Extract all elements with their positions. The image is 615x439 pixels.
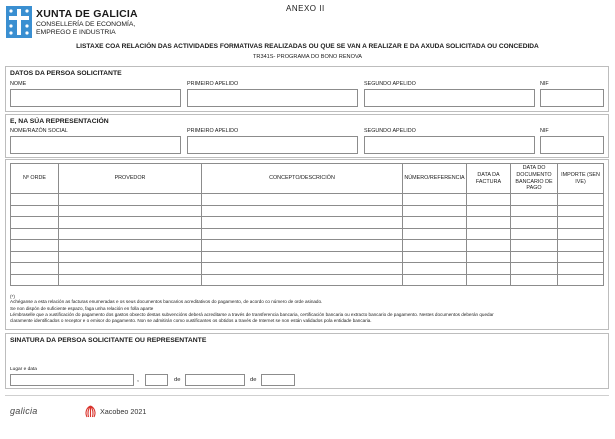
signature-section: [5, 333, 609, 389]
department-line-1: CONSELLERÍA DE ECONOMÍA,: [36, 21, 136, 28]
representative-first-surname-label: PRIMEIRO APELIDO: [187, 128, 239, 134]
cell-invoice-date[interactable]: [467, 263, 511, 275]
notes-line-2: Se non dispón de suficiente espazo, faga unha relación en folla aparte: [10, 306, 154, 311]
notes-line-1: Achéganse a esta relación as facturas enumeradas e os seus documentos bancarios acreditativos do pagamento, de acordo co número de orde asinado.: [10, 299, 323, 304]
cell-invoice-date[interactable]: [467, 217, 511, 229]
notes-line-3: Lémbraselle que a xustificación do pagamento dos gastos obxecto destas subvencións deberá acreditarse a través de transferencia bancaria, certificación bancaria ou extracto bancario de pagamento. Nestes documentos deberán quedar: [10, 312, 494, 317]
activities-table: [10, 163, 604, 286]
galicia-logo: galicia: [10, 406, 38, 416]
applicant-section: [5, 66, 609, 112]
cell-payment-date[interactable]: [511, 194, 558, 206]
cell-provider[interactable]: [59, 217, 202, 229]
applicant-nif-field[interactable]: [540, 89, 604, 107]
table-row: [11, 263, 604, 275]
cell-reference[interactable]: [403, 240, 467, 252]
cell-reference[interactable]: [403, 274, 467, 286]
cell-provider[interactable]: [59, 205, 202, 217]
signature-section-title: SINATURA DA PERSOA SOLICITANTE OU REPRESENTANTE: [10, 337, 207, 344]
cell-reference[interactable]: [403, 205, 467, 217]
cell-payment-date[interactable]: [511, 228, 558, 240]
applicant-first-surname-label: PRIMEIRO APELIDO: [187, 81, 239, 87]
applicant-second-surname-label: SEGUNDO APELIDO: [364, 81, 416, 87]
de-label-2: de: [250, 377, 257, 383]
table-row: [11, 217, 604, 229]
cell-concept[interactable]: [202, 251, 403, 263]
cell-order[interactable]: [11, 228, 59, 240]
table-row: [11, 274, 604, 286]
representative-name-label: NOME/RAZÓN SOCIAL: [10, 128, 68, 134]
cell-amount[interactable]: [558, 217, 604, 229]
cell-provider[interactable]: [59, 251, 202, 263]
cell-amount[interactable]: [558, 251, 604, 263]
representative-nif-field[interactable]: [540, 136, 604, 154]
applicant-section-title: DATOS DA PERSOA SOLICITANTE: [10, 70, 122, 77]
notes-line-4: claramente identificados o receptor e o emisor do pagamento. Non se admitirán como xustificantes os obtidos a través de Internet se non están validados pola entidade bancaria.: [10, 318, 372, 323]
representative-second-surname-field[interactable]: [364, 136, 535, 154]
table-row: [11, 240, 604, 252]
cell-payment-date[interactable]: [511, 274, 558, 286]
cell-order[interactable]: [11, 240, 59, 252]
col-header-concept: CONCEPTO/DESCRICIÓN: [202, 164, 403, 194]
cell-order[interactable]: [11, 217, 59, 229]
table-row: [11, 251, 604, 263]
cell-order[interactable]: [11, 274, 59, 286]
cell-reference[interactable]: [403, 194, 467, 206]
cell-concept[interactable]: [202, 205, 403, 217]
cell-amount[interactable]: [558, 194, 604, 206]
cell-order[interactable]: [11, 194, 59, 206]
representative-nif-label: NIF: [540, 128, 549, 134]
col-header-invoice-date: DATA DA FACTURA: [467, 164, 511, 194]
document-title: LISTAXE COA RELACIÓN DAS ACTIVIDADES FORMATIVAS REALIZADAS OU QUE SE VAN A REALIZAR E DA AXUDA SOLICITADA OU CONCEDIDA: [76, 43, 539, 50]
applicant-name-label: NOME: [10, 81, 27, 87]
cell-payment-date[interactable]: [511, 205, 558, 217]
cell-order[interactable]: [11, 205, 59, 217]
cell-reference[interactable]: [403, 251, 467, 263]
cell-order[interactable]: [11, 263, 59, 275]
cell-payment-date[interactable]: [511, 217, 558, 229]
cell-provider[interactable]: [59, 194, 202, 206]
cell-provider[interactable]: [59, 274, 202, 286]
table-row: [11, 205, 604, 217]
applicant-second-surname-field[interactable]: [364, 89, 535, 107]
xacobeo-logo: [84, 405, 159, 419]
cell-amount[interactable]: [558, 228, 604, 240]
representative-second-surname-label: SEGUNDO APELIDO: [364, 128, 416, 134]
applicant-nif-label: NIF: [540, 81, 549, 87]
cell-provider[interactable]: [59, 228, 202, 240]
de-label-1: de: [174, 377, 181, 383]
cell-concept[interactable]: [202, 217, 403, 229]
comma-separator: ,: [137, 376, 139, 383]
cell-invoice-date[interactable]: [467, 274, 511, 286]
cell-concept[interactable]: [202, 274, 403, 286]
cell-invoice-date[interactable]: [467, 251, 511, 263]
xunta-cross-icon: [6, 6, 32, 38]
applicant-first-surname-field[interactable]: [187, 89, 358, 107]
place-field[interactable]: [10, 374, 134, 386]
cell-amount[interactable]: [558, 240, 604, 252]
col-header-payment-date: DATA DO DOCUMENTO BANCARIO DE PAGO: [511, 164, 558, 194]
applicant-name-field[interactable]: [10, 89, 181, 107]
cell-invoice-date[interactable]: [467, 205, 511, 217]
cell-concept[interactable]: [202, 263, 403, 275]
cell-invoice-date[interactable]: [467, 228, 511, 240]
footer-divider: [5, 395, 609, 396]
xacobeo-text: Xacobeo 2021: [100, 407, 147, 416]
cell-amount[interactable]: [558, 205, 604, 217]
representative-section-title: E, NA SÚA REPRESENTACIÓN: [10, 118, 109, 125]
representative-first-surname-field[interactable]: [187, 136, 358, 154]
year-field[interactable]: [261, 374, 295, 386]
cell-invoice-date[interactable]: [467, 194, 511, 206]
document-subtitle: TR341S- PROGRAMA DO BONO RENOVA: [253, 54, 362, 60]
representative-name-field[interactable]: [10, 136, 181, 154]
annex-label: ANEXO II: [286, 4, 325, 13]
table-row: [11, 228, 604, 240]
place-date-label: Lugar e data: [10, 367, 37, 372]
org-name: XUNTA DE GALICIA: [36, 8, 138, 20]
table-body: [11, 194, 604, 286]
day-field[interactable]: [145, 374, 168, 386]
cell-concept[interactable]: [202, 240, 403, 252]
cell-reference[interactable]: [403, 228, 467, 240]
cell-invoice-date[interactable]: [467, 240, 511, 252]
cell-provider[interactable]: [59, 263, 202, 275]
cell-order[interactable]: [11, 251, 59, 263]
col-header-amount: IMPORTE (SEN IVE): [558, 164, 604, 194]
cell-amount[interactable]: [558, 263, 604, 275]
month-field[interactable]: [185, 374, 245, 386]
table-header-row: [11, 164, 604, 194]
table-row: [11, 194, 604, 206]
cell-reference[interactable]: [403, 217, 467, 229]
cell-payment-date[interactable]: [511, 240, 558, 252]
department-line-2: EMPREGO E INDUSTRIA: [36, 29, 116, 36]
cell-concept[interactable]: [202, 194, 403, 206]
col-header-reference: NÚMERO/REFERENCIA: [403, 164, 467, 194]
col-header-order: Nº ORDE: [11, 164, 59, 194]
xunta-logo: [6, 6, 146, 44]
cell-provider[interactable]: [59, 240, 202, 252]
representative-section: [5, 114, 609, 158]
cell-payment-date[interactable]: [511, 251, 558, 263]
cell-concept[interactable]: [202, 228, 403, 240]
cell-payment-date[interactable]: [511, 263, 558, 275]
cell-amount[interactable]: [558, 274, 604, 286]
col-header-provider: PROVEDOR: [59, 164, 202, 194]
xacobeo-shell-icon: [84, 405, 97, 418]
notes-marker: (*): [10, 294, 15, 299]
department: [36, 21, 135, 37]
cell-reference[interactable]: [403, 263, 467, 275]
